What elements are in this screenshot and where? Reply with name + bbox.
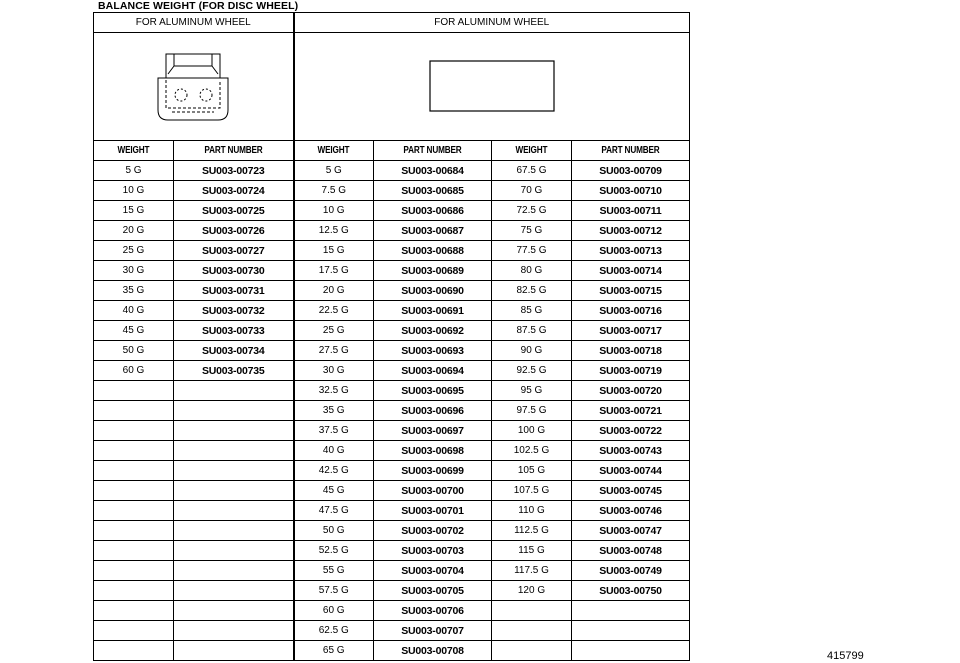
left-part-number-cell: SU003-00732	[174, 301, 294, 321]
right-weight-cell: 10 G	[294, 201, 374, 221]
right-part-number-cell: SU003-00688	[374, 241, 492, 261]
left-weight-cell: 40 G	[94, 301, 174, 321]
left-part-number-cell: SU003-00734	[174, 341, 294, 361]
right-part-number2-cell: SU003-00718	[572, 341, 690, 361]
table-row	[94, 181, 690, 201]
left-part-number-cell: SU003-00724	[174, 181, 294, 201]
right-weight-cell: 15 G	[294, 241, 374, 261]
left-weight-column-header: WEIGHT	[94, 141, 174, 161]
right-weight-cell: 45 G	[294, 481, 374, 501]
left-part-number-cell	[174, 441, 294, 461]
right-part-number2-cell: SU003-00745	[572, 481, 690, 501]
right-part-number-cell: SU003-00706	[374, 601, 492, 621]
right-part-number2-cell: SU003-00711	[572, 201, 690, 221]
left-weight-cell	[94, 521, 174, 541]
right-part-number2-cell: SU003-00719	[572, 361, 690, 381]
left-weight-cell	[94, 381, 174, 401]
left-weight-cell	[94, 621, 174, 641]
right-weight-column-header: WEIGHT	[294, 141, 374, 161]
right-part-number-cell: SU003-00687	[374, 221, 492, 241]
right-weight-cell: 37.5 G	[294, 421, 374, 441]
table-row	[94, 281, 690, 301]
left-part-number-cell: SU003-00730	[174, 261, 294, 281]
table-row	[94, 501, 690, 521]
right-part-number-cell: SU003-00708	[374, 641, 492, 661]
right-part-number-cell: SU003-00693	[374, 341, 492, 361]
left-part-number-cell	[174, 521, 294, 541]
right-weight2-cell: 72.5 G	[492, 201, 572, 221]
page-title: BALANCE WEIGHT (FOR DISC WHEEL)	[98, 0, 299, 12]
right-weight-cell: 22.5 G	[294, 301, 374, 321]
left-part-number-cell	[174, 381, 294, 401]
left-weight-cell	[94, 641, 174, 661]
right-part-number-cell: SU003-00690	[374, 281, 492, 301]
table-row	[94, 521, 690, 541]
left-part-number-cell: SU003-00731	[174, 281, 294, 301]
right-weight2-cell: 100 G	[492, 421, 572, 441]
right-weight-cell: 20 G	[294, 281, 374, 301]
right-weight-cell: 47.5 G	[294, 501, 374, 521]
right-part-number-cell: SU003-00702	[374, 521, 492, 541]
adhesive-weight-icon	[427, 57, 557, 117]
right-part-number-cell: SU003-00694	[374, 361, 492, 381]
right-part-number-cell: SU003-00686	[374, 201, 492, 221]
left-weight-cell: 45 G	[94, 321, 174, 341]
table-row	[94, 361, 690, 381]
left-part-number-cell	[174, 581, 294, 601]
left-weight-cell	[94, 401, 174, 421]
right-part-number2-cell: SU003-00743	[572, 441, 690, 461]
right-part-number2-cell	[572, 641, 690, 661]
left-weight-cell	[94, 561, 174, 581]
left-part-number-cell	[174, 461, 294, 481]
right-part-number-cell: SU003-00689	[374, 261, 492, 281]
right-part-number2-cell	[572, 621, 690, 641]
right-weight-cell: 5 G	[294, 161, 374, 181]
table-row	[94, 301, 690, 321]
right-weight-cell: 7.5 G	[294, 181, 374, 201]
right-part-number-cell: SU003-00697	[374, 421, 492, 441]
left-part-number-cell	[174, 561, 294, 581]
right-weight-cell: 42.5 G	[294, 461, 374, 481]
left-part-number-cell	[174, 401, 294, 421]
right-part-number2-cell: SU003-00716	[572, 301, 690, 321]
left-part-number-cell	[174, 481, 294, 501]
left-part-number-cell	[174, 541, 294, 561]
right-weight2-cell: 112.5 G	[492, 521, 572, 541]
right-part-number-cell: SU003-00698	[374, 441, 492, 461]
table-row	[94, 581, 690, 601]
table-row	[94, 561, 690, 581]
left-weight-cell: 60 G	[94, 361, 174, 381]
right-part-number-cell: SU003-00691	[374, 301, 492, 321]
left-weight-cell	[94, 441, 174, 461]
table-row	[94, 381, 690, 401]
right-part-number2-cell	[572, 601, 690, 621]
right-weight-cell: 25 G	[294, 321, 374, 341]
table-row	[94, 441, 690, 461]
table-row	[94, 341, 690, 361]
table-row	[94, 401, 690, 421]
right-part-number-cell: SU003-00696	[374, 401, 492, 421]
clip-on-weight-icon	[148, 44, 238, 130]
right-weight-cell: 30 G	[294, 361, 374, 381]
left-part-number-cell: SU003-00723	[174, 161, 294, 181]
table-row	[94, 261, 690, 281]
table-row	[94, 201, 690, 221]
right-weight2-cell: 75 G	[492, 221, 572, 241]
left-weight-cell: 15 G	[94, 201, 174, 221]
right-part-number-cell: SU003-00692	[374, 321, 492, 341]
right-part-number-cell: SU003-00695	[374, 381, 492, 401]
right-part-number2-cell: SU003-00715	[572, 281, 690, 301]
right-weight-cell: 32.5 G	[294, 381, 374, 401]
right-part-number2-cell: SU003-00749	[572, 561, 690, 581]
left-weight-cell: 10 G	[94, 181, 174, 201]
left-part-number-cell: SU003-00733	[174, 321, 294, 341]
right-weight2-cell	[492, 601, 572, 621]
left-section-header: FOR ALUMINUM WHEEL	[94, 13, 294, 33]
left-weight-cell	[94, 461, 174, 481]
right-weight-cell: 17.5 G	[294, 261, 374, 281]
right-part-number-cell: SU003-00700	[374, 481, 492, 501]
right-weight2-cell: 117.5 G	[492, 561, 572, 581]
right-part-number-cell: SU003-00704	[374, 561, 492, 581]
right-weight2-cell: 80 G	[492, 261, 572, 281]
right-weight2-cell	[492, 621, 572, 641]
balance-weight-table	[93, 12, 690, 661]
right-part-number2-cell: SU003-00744	[572, 461, 690, 481]
right-weight-cell: 60 G	[294, 601, 374, 621]
left-weight-cell	[94, 541, 174, 561]
table-row	[94, 461, 690, 481]
right-weight2-cell: 102.5 G	[492, 441, 572, 461]
right-part-number2-cell: SU003-00722	[572, 421, 690, 441]
left-part-number-cell	[174, 421, 294, 441]
right-part2-column-header: PART NUMBER	[572, 141, 690, 161]
right-weight2-cell: 70 G	[492, 181, 572, 201]
right-weight2-cell	[492, 641, 572, 661]
left-weight-cell	[94, 581, 174, 601]
left-part-number-cell: SU003-00725	[174, 201, 294, 221]
right-part-number2-cell: SU003-00712	[572, 221, 690, 241]
right-part-number2-cell: SU003-00747	[572, 521, 690, 541]
left-weight-cell	[94, 601, 174, 621]
right-weight2-column-header: WEIGHT	[492, 141, 572, 161]
right-weight-cell: 57.5 G	[294, 581, 374, 601]
clip-weight-illustration-cell	[94, 33, 294, 141]
left-part-number-cell: SU003-00726	[174, 221, 294, 241]
table-row	[94, 601, 690, 621]
right-part-number2-cell: SU003-00748	[572, 541, 690, 561]
left-weight-cell: 30 G	[94, 261, 174, 281]
left-weight-cell: 20 G	[94, 221, 174, 241]
right-part-number-cell: SU003-00699	[374, 461, 492, 481]
adhesive-weight-illustration-cell	[294, 33, 690, 141]
right-part-number2-cell: SU003-00721	[572, 401, 690, 421]
right-part-number2-cell: SU003-00717	[572, 321, 690, 341]
left-part-number-cell	[174, 641, 294, 661]
left-part-column-header: PART NUMBER	[174, 141, 294, 161]
right-weight2-cell: 107.5 G	[492, 481, 572, 501]
figure-number: 415799	[827, 650, 864, 662]
right-weight2-cell: 120 G	[492, 581, 572, 601]
table-row	[94, 161, 690, 181]
table-row	[94, 481, 690, 501]
right-weight-cell: 27.5 G	[294, 341, 374, 361]
table-row	[94, 241, 690, 261]
right-weight2-cell: 77.5 G	[492, 241, 572, 261]
right-weight2-cell: 82.5 G	[492, 281, 572, 301]
left-weight-cell	[94, 421, 174, 441]
table-row	[94, 321, 690, 341]
right-weight-cell: 12.5 G	[294, 221, 374, 241]
right-part-number-cell: SU003-00684	[374, 161, 492, 181]
table-row	[94, 221, 690, 241]
right-weight-cell: 65 G	[294, 641, 374, 661]
left-weight-cell	[94, 501, 174, 521]
right-part-number-cell: SU003-00707	[374, 621, 492, 641]
left-part-number-cell	[174, 601, 294, 621]
right-weight2-cell: 92.5 G	[492, 361, 572, 381]
right-part-column-header: PART NUMBER	[374, 141, 492, 161]
right-part-number2-cell: SU003-00713	[572, 241, 690, 261]
left-weight-cell: 50 G	[94, 341, 174, 361]
right-weight2-cell: 90 G	[492, 341, 572, 361]
right-weight2-cell: 115 G	[492, 541, 572, 561]
right-weight2-cell: 95 G	[492, 381, 572, 401]
right-weight2-cell: 85 G	[492, 301, 572, 321]
right-part-number2-cell: SU003-00714	[572, 261, 690, 281]
left-part-number-cell	[174, 621, 294, 641]
left-part-number-cell: SU003-00727	[174, 241, 294, 261]
left-weight-cell: 5 G	[94, 161, 174, 181]
right-part-number2-cell: SU003-00746	[572, 501, 690, 521]
right-weight2-cell: 87.5 G	[492, 321, 572, 341]
right-part-number-cell: SU003-00685	[374, 181, 492, 201]
right-weight-cell: 52.5 G	[294, 541, 374, 561]
left-weight-cell: 35 G	[94, 281, 174, 301]
right-weight-cell: 50 G	[294, 521, 374, 541]
right-part-number2-cell: SU003-00750	[572, 581, 690, 601]
right-section-header: FOR ALUMINUM WHEEL	[294, 13, 690, 33]
right-weight2-cell: 97.5 G	[492, 401, 572, 421]
right-weight-cell: 62.5 G	[294, 621, 374, 641]
table-row	[94, 541, 690, 561]
left-weight-cell: 25 G	[94, 241, 174, 261]
right-part-number2-cell: SU003-00720	[572, 381, 690, 401]
table-row	[94, 641, 690, 661]
right-part-number2-cell: SU003-00710	[572, 181, 690, 201]
left-weight-cell	[94, 481, 174, 501]
table-row	[94, 421, 690, 441]
right-part-number-cell: SU003-00701	[374, 501, 492, 521]
left-part-number-cell: SU003-00735	[174, 361, 294, 381]
right-weight2-cell: 67.5 G	[492, 161, 572, 181]
right-weight2-cell: 110 G	[492, 501, 572, 521]
right-part-number2-cell: SU003-00709	[572, 161, 690, 181]
right-part-number-cell: SU003-00703	[374, 541, 492, 561]
right-weight2-cell: 105 G	[492, 461, 572, 481]
right-part-number-cell: SU003-00705	[374, 581, 492, 601]
right-weight-cell: 55 G	[294, 561, 374, 581]
left-part-number-cell	[174, 501, 294, 521]
table-row	[94, 621, 690, 641]
right-weight-cell: 35 G	[294, 401, 374, 421]
right-weight-cell: 40 G	[294, 441, 374, 461]
